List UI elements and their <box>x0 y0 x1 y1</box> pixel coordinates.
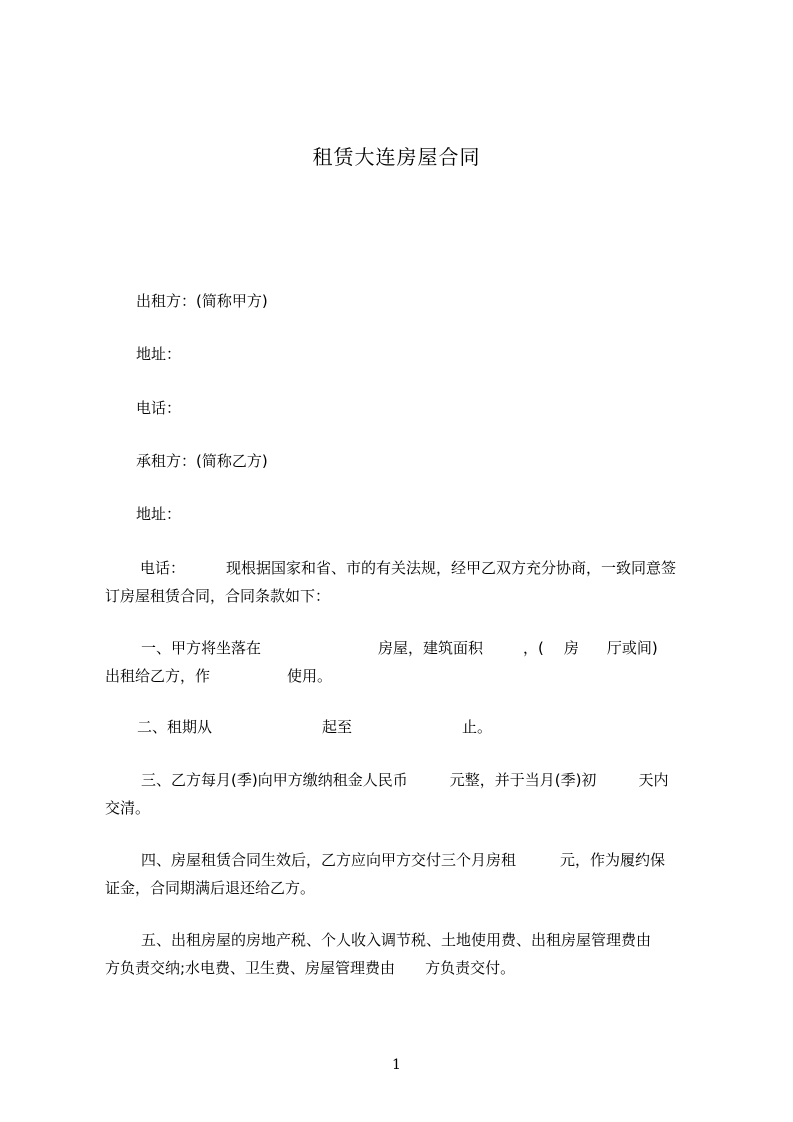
lessee-phone-label: 电话： <box>140 559 186 577</box>
lessee-label: 承租方：(简称乙方) <box>136 452 268 470</box>
clause5-part-b: 方负责交付。 <box>425 959 516 977</box>
clause2-part-b: 起至 <box>322 718 353 736</box>
clause2-part-a: 二、租期从 <box>137 718 213 736</box>
intro-paragraph <box>105 554 701 610</box>
clause1-part-f: 出租给乙方，作 <box>105 667 211 685</box>
clause3-part-d: 交清。 <box>105 799 151 817</box>
intro-text-line1: 现根据国家和省、市的有关法规，经甲乙双方充分协商，一致同意签 <box>226 559 677 577</box>
page-number: 1 <box>392 1057 401 1073</box>
lessor-label: 出租方：(简称甲方) <box>136 292 268 310</box>
clause3-part-b: 元整，并于当月(季)初 <box>449 771 597 789</box>
clause-2 <box>105 713 701 741</box>
clause1-part-g: 使用。 <box>287 667 333 685</box>
clause1-part-b: 房屋，建筑面积 <box>378 639 484 657</box>
lessor-address-label: 地址： <box>136 345 182 363</box>
clause4-part-c: 证金，合同期满后退还给乙方。 <box>105 879 316 897</box>
clause-3 <box>105 766 701 822</box>
lessee-address-label: 地址： <box>136 505 182 523</box>
clause1-part-d: 房 <box>563 639 579 657</box>
clause1-part-c: ，( <box>523 639 544 657</box>
clause4-part-a: 四、房屋租赁合同生效后，乙方应向甲方交付三个月房租 <box>141 851 517 869</box>
clause-1 <box>105 634 701 690</box>
intro-text-line2: 订房屋租赁合同，合同条款如下： <box>105 587 331 605</box>
page-title: 租赁大连房屋合同 <box>312 145 481 169</box>
clause5-line1: 五、出租房屋的房地产税、个人收入调节税、土地使用费、出租房屋管理费由 <box>141 931 652 949</box>
clause1-part-a: 一、甲方将坐落在 <box>141 639 262 657</box>
clause3-part-c: 天内 <box>638 771 669 789</box>
clause1-part-e: 厅或间) <box>606 639 658 657</box>
clause4-part-b: 元，作为履约保 <box>560 851 666 869</box>
clause3-part-a: 三、乙方每月(季)向甲方缴纳租金人民币 <box>141 771 408 789</box>
clause-5 <box>105 926 701 982</box>
clause2-part-c: 止。 <box>462 718 493 736</box>
clause5-part-a: 方负责交纳;水电费、卫生费、房屋管理费由 <box>105 959 396 977</box>
lessor-phone-label: 电话： <box>136 399 182 417</box>
clause-4 <box>105 846 701 902</box>
